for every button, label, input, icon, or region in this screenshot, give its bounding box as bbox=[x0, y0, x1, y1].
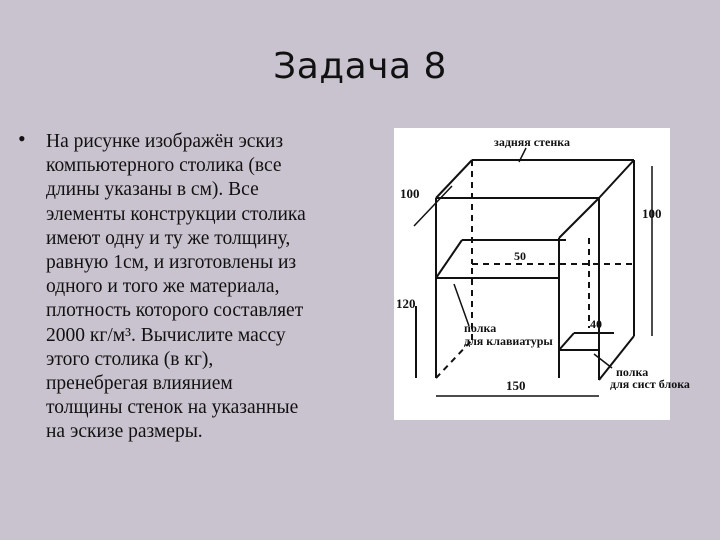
label-keyboard-shelf-1: полка bbox=[464, 321, 497, 335]
slide-title: Задача 8 bbox=[273, 46, 447, 87]
bullet-marker: • bbox=[18, 126, 26, 151]
label-back-wall: задняя стенка bbox=[494, 135, 570, 149]
desk-sketch bbox=[394, 128, 690, 420]
label-dim-150: 150 bbox=[506, 378, 526, 393]
label-unit-shelf-2: для сист блока bbox=[610, 377, 690, 391]
label-dim-120: 120 bbox=[396, 296, 416, 311]
label-dim-40: 40 bbox=[590, 317, 602, 331]
desk-sketch-figure bbox=[394, 128, 690, 420]
label-keyboard-shelf-2: для клавиатуры bbox=[464, 334, 553, 348]
top-right-depth bbox=[599, 160, 634, 198]
label-dim-100-left: 100 bbox=[400, 186, 420, 201]
top-left-depth bbox=[436, 160, 472, 198]
label-unit-shelf-1: полка bbox=[616, 365, 649, 379]
label-dim-50: 50 bbox=[514, 249, 526, 263]
label-dim-100-right: 100 bbox=[642, 206, 662, 221]
problem-text: На рисунке изображён эскиз компьютерного столика (все длины указаны в см). Все элементы конструкции столика имеют одну и ту же толщину, равную 1см, и изготовлены из одного и того же материала, плотность которого составляет 2000 кг/м³. Вычислите массу этого столика (в кг), пренебрегая влиянием толщины стенок на указанные на эскизе размеры. bbox=[46, 131, 306, 443]
